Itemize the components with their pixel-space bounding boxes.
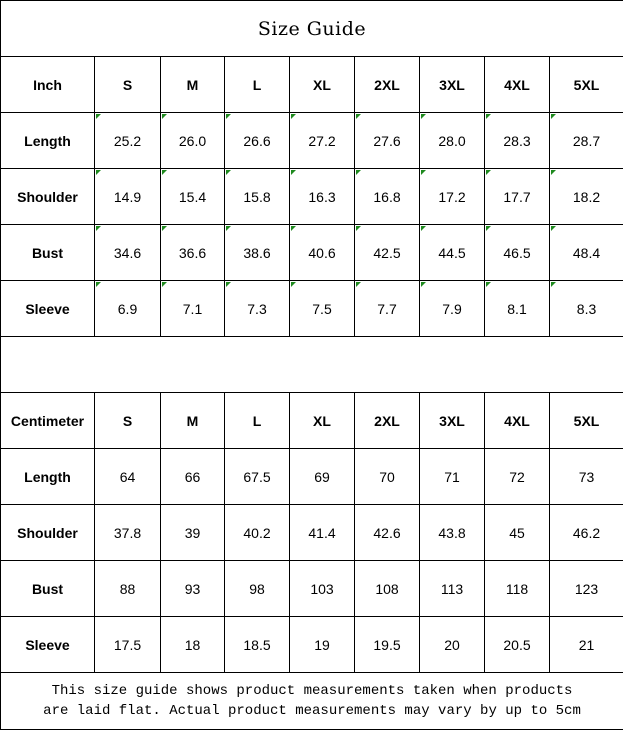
measurement-value: 25.2 — [95, 113, 161, 169]
measurement-value: 28.0 — [420, 113, 485, 169]
size-header-l: L — [225, 393, 290, 449]
measurement-value: 19.5 — [355, 617, 420, 673]
inch-unit-label: Inch — [1, 57, 95, 113]
measurement-value: 73 — [550, 449, 623, 505]
measurement-value: 70 — [355, 449, 420, 505]
measurement-value: 7.3 — [225, 281, 290, 337]
centimeter-header-row — [1, 393, 623, 449]
measurement-value: 38.6 — [225, 225, 290, 281]
measurement-value: 27.6 — [355, 113, 420, 169]
measurement-label: Bust — [1, 225, 95, 281]
measurement-value: 21 — [550, 617, 623, 673]
measurement-value: 17.2 — [420, 169, 485, 225]
blank-separator — [1, 337, 623, 393]
measurement-value: 28.3 — [485, 113, 550, 169]
measurement-value: 71 — [420, 449, 485, 505]
measurement-value: 34.6 — [95, 225, 161, 281]
measurement-value: 36.6 — [161, 225, 225, 281]
measurement-value: 8.3 — [550, 281, 623, 337]
measurement-value: 19 — [290, 617, 355, 673]
measurement-value: 20.5 — [485, 617, 550, 673]
measurement-value: 88 — [95, 561, 161, 617]
size-header-3xl: 3XL — [420, 393, 485, 449]
size-header-4xl: 4XL — [485, 57, 550, 113]
size-header-5xl: 5XL — [550, 57, 623, 113]
measurement-value: 40.2 — [225, 505, 290, 561]
measurement-value: 16.8 — [355, 169, 420, 225]
measurement-value: 103 — [290, 561, 355, 617]
size-header-s: S — [95, 393, 161, 449]
measurement-value: 6.9 — [95, 281, 161, 337]
measurement-value: 48.4 — [550, 225, 623, 281]
measurement-label: Length — [1, 449, 95, 505]
measurement-value: 43.8 — [420, 505, 485, 561]
centimeter-row-bust — [1, 561, 623, 617]
centimeter-unit-label: Centimeter — [1, 393, 95, 449]
measurement-value: 16.3 — [290, 169, 355, 225]
measurement-value: 7.5 — [290, 281, 355, 337]
measurement-label: Shoulder — [1, 169, 95, 225]
measurement-value: 44.5 — [420, 225, 485, 281]
measurement-value: 42.5 — [355, 225, 420, 281]
size-header-2xl: 2XL — [355, 393, 420, 449]
measurement-value: 66 — [161, 449, 225, 505]
measurement-value: 15.8 — [225, 169, 290, 225]
size-header-m: M — [161, 393, 225, 449]
measurement-value: 69 — [290, 449, 355, 505]
measurement-value: 8.1 — [485, 281, 550, 337]
measurement-value: 14.9 — [95, 169, 161, 225]
measurement-value: 46.2 — [550, 505, 623, 561]
measurement-label: Shoulder — [1, 505, 95, 561]
measurement-value: 27.2 — [290, 113, 355, 169]
measurement-value: 15.4 — [161, 169, 225, 225]
measurement-value: 26.6 — [225, 113, 290, 169]
size-header-5xl: 5XL — [550, 393, 623, 449]
measurement-label: Sleeve — [1, 617, 95, 673]
centimeter-row-length — [1, 449, 623, 505]
size-header-3xl: 3XL — [420, 57, 485, 113]
inch-header-row — [1, 57, 623, 113]
measurement-value: 67.5 — [225, 449, 290, 505]
measurement-value: 64 — [95, 449, 161, 505]
spacer-row — [1, 337, 623, 393]
inch-row-length — [1, 113, 623, 169]
size-header-xl: XL — [290, 393, 355, 449]
measurement-value: 39 — [161, 505, 225, 561]
measurement-value: 72 — [485, 449, 550, 505]
measurement-value: 18.5 — [225, 617, 290, 673]
footnote — [1, 673, 623, 730]
note-row — [1, 673, 623, 730]
size-header-xl: XL — [290, 57, 355, 113]
measurement-value: 20 — [420, 617, 485, 673]
measurement-value: 93 — [161, 561, 225, 617]
inch-row-sleeve — [1, 281, 623, 337]
measurement-value: 40.6 — [290, 225, 355, 281]
measurement-value: 7.7 — [355, 281, 420, 337]
measurement-value: 17.5 — [95, 617, 161, 673]
measurement-value: 113 — [420, 561, 485, 617]
measurement-value: 45 — [485, 505, 550, 561]
measurement-value: 108 — [355, 561, 420, 617]
measurement-value: 18.2 — [550, 169, 623, 225]
size-header-m: M — [161, 57, 225, 113]
footnote-line-1: This size guide shows product measurements taken when products — [51, 683, 573, 699]
size-header-4xl: 4XL — [485, 393, 550, 449]
measurement-label: Length — [1, 113, 95, 169]
measurement-value: 18 — [161, 617, 225, 673]
inch-row-bust — [1, 225, 623, 281]
measurement-value: 42.6 — [355, 505, 420, 561]
measurement-value: 37.8 — [95, 505, 161, 561]
title-row — [1, 1, 623, 57]
inch-row-shoulder — [1, 169, 623, 225]
measurement-value: 7.1 — [161, 281, 225, 337]
size-header-s: S — [95, 57, 161, 113]
measurement-value: 118 — [485, 561, 550, 617]
size-header-2xl: 2XL — [355, 57, 420, 113]
measurement-label: Bust — [1, 561, 95, 617]
measurement-value: 7.9 — [420, 281, 485, 337]
page-title: Size Guide — [1, 1, 623, 57]
measurement-value: 123 — [550, 561, 623, 617]
size-header-l: L — [225, 57, 290, 113]
centimeter-row-sleeve — [1, 617, 623, 673]
measurement-value: 17.7 — [485, 169, 550, 225]
measurement-value: 46.5 — [485, 225, 550, 281]
footnote-line-2: are laid flat. Actual product measurements may vary by up to 5cm — [43, 703, 581, 719]
measurement-value: 26.0 — [161, 113, 225, 169]
measurement-value: 98 — [225, 561, 290, 617]
measurement-value: 41.4 — [290, 505, 355, 561]
centimeter-row-shoulder — [1, 505, 623, 561]
measurement-value: 28.7 — [550, 113, 623, 169]
measurement-label: Sleeve — [1, 281, 95, 337]
